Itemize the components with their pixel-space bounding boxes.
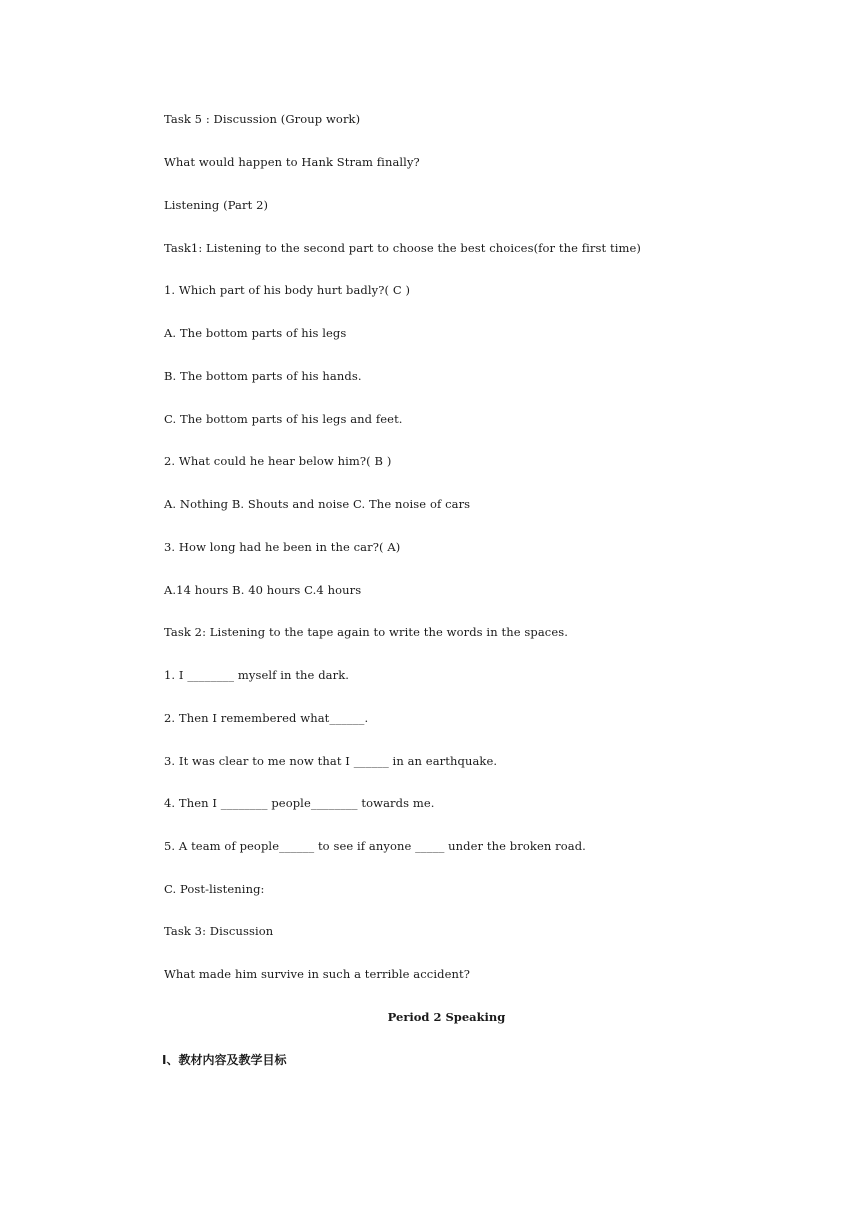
task5-heading: Task 5 : Discussion (Group work) bbox=[164, 112, 361, 126]
question-1-option-b: B. The bottom parts of his hands. bbox=[164, 369, 362, 383]
listening-part2-heading: Listening (Part 2) bbox=[164, 198, 269, 212]
blank-item-4: 4. Then I ________ people________ towards me. bbox=[164, 796, 435, 810]
question-2: 2. What could he hear below him?( B ) bbox=[164, 454, 392, 468]
period-title: Period 2 Speaking bbox=[387, 1010, 506, 1024]
question-3-options: A.14 hours B. 40 hours C.4 hours bbox=[164, 583, 362, 597]
blank-item-5: 5. A team of people______ to see if anyone _____ under the broken road. bbox=[164, 839, 586, 853]
task3-heading: Task 3: Discussion bbox=[164, 924, 274, 938]
question-1-option-a: A. The bottom parts of his legs bbox=[164, 326, 347, 340]
blank-item-3: 3. It was clear to me now that I ______ in an earthquake. bbox=[164, 754, 498, 768]
blank-item-2: 2. Then I remembered what______. bbox=[164, 711, 369, 725]
task3-question: What made him survive in such a terrible accident? bbox=[164, 967, 470, 981]
question-3: 3. How long had he been in the car?( A) bbox=[164, 540, 401, 554]
post-listening-heading: C. Post-listening: bbox=[164, 882, 265, 896]
question-1-option-c: C. The bottom parts of his legs and feet. bbox=[164, 412, 403, 426]
task5-question: What would happen to Hank Stram finally? bbox=[164, 155, 420, 169]
question-1: 1. Which part of his body hurt badly?( C ) bbox=[164, 283, 411, 297]
task2-instruction: Task 2: Listening to the tape again to write the words in the spaces. bbox=[164, 625, 568, 639]
blank-item-1: 1. I ________ myself in the dark. bbox=[164, 668, 350, 682]
task1-instruction: Task1: Listening to the second part to choose the best choices(for the first time) bbox=[164, 241, 641, 255]
section-heading: Ⅰ、教材内容及教学目标 bbox=[162, 1053, 287, 1067]
question-2-options: A. Nothing B. Shouts and noise C. The noise of cars bbox=[164, 497, 471, 511]
